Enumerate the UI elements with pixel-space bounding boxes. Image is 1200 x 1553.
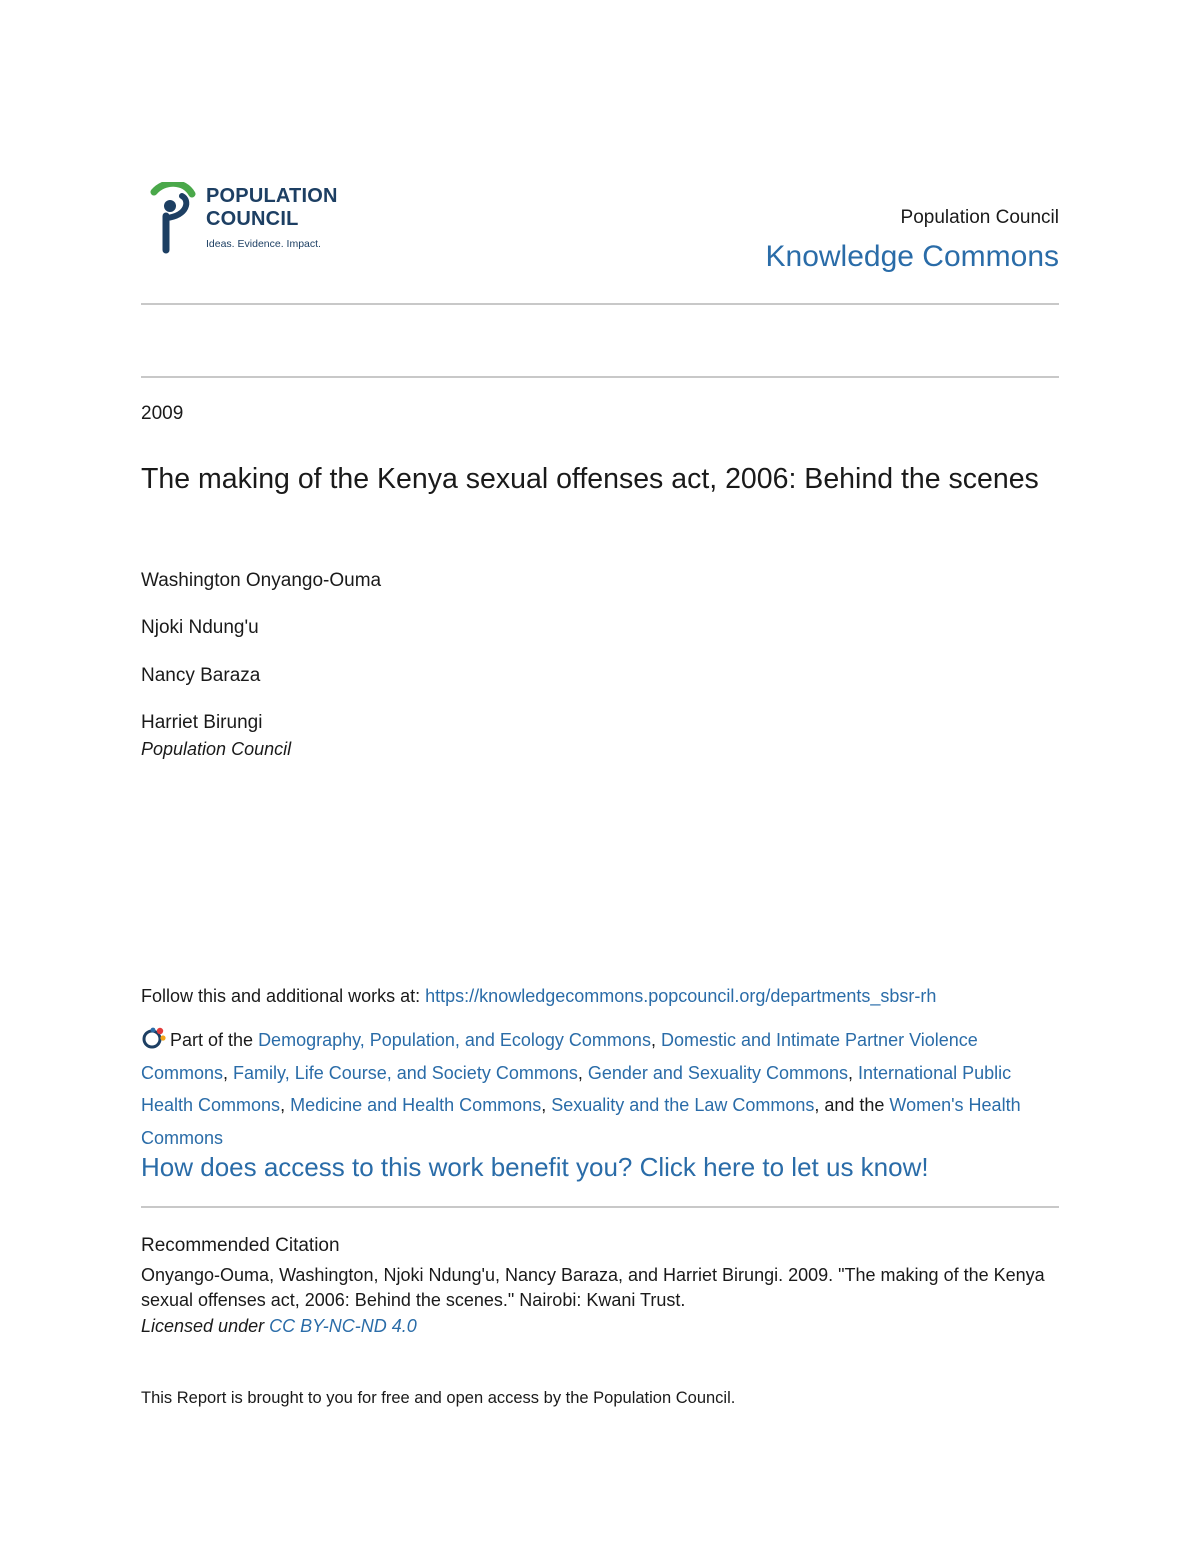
part-of-commons xyxy=(141,1024,1059,1154)
network-icon xyxy=(141,1027,167,1049)
commons-link-family-life-course[interactable]: Family, Life Course, and Society Commons xyxy=(233,1062,578,1083)
author-4: Harriet Birungi xyxy=(141,712,263,733)
header-org-name: Population Council xyxy=(900,207,1059,228)
license-line xyxy=(141,1316,417,1337)
commons-final-separator: , and the xyxy=(814,1095,890,1115)
part-of-prefix: Part of the xyxy=(170,1030,259,1050)
commons-link-sexuality-law[interactable]: Sexuality and the Law Commons xyxy=(551,1095,815,1115)
commons-separator: , xyxy=(541,1095,552,1115)
logo-word-population: POPULATION xyxy=(206,185,338,207)
logo-tagline: Ideas. Evidence. Impact. xyxy=(206,238,321,250)
commons-link-demography[interactable]: Demography, Population, and Ecology Commons xyxy=(258,1030,651,1050)
license-link[interactable]: CC BY-NC-ND 4.0 xyxy=(269,1316,417,1336)
divider-top xyxy=(141,303,1059,305)
author-affiliation: Population Council xyxy=(141,739,292,759)
license-prefix: Licensed under xyxy=(141,1316,270,1336)
document-title: The making of the Kenya sexual offenses act, 2006: Behind the scenes xyxy=(141,463,1039,495)
commons-link-international-public-health[interactable]: International Public Health Commons xyxy=(141,1062,1012,1115)
follow-label: Follow this and additional works at: xyxy=(141,986,426,1006)
divider-title xyxy=(141,376,1059,378)
commons-separator: , xyxy=(650,1030,661,1050)
commons-link-medicine-health[interactable]: Medicine and Health Commons xyxy=(290,1095,542,1115)
logo-word-council: COUNCIL xyxy=(206,208,299,230)
commons-separator: , xyxy=(848,1062,859,1083)
commons-separator: , xyxy=(223,1062,234,1083)
commons-separator: , xyxy=(280,1095,291,1115)
author-2: Njoki Ndung'u xyxy=(141,617,259,638)
divider-citation xyxy=(141,1206,1059,1208)
commons-link-domestic-violence[interactable]: Domestic and Intimate Partner Violence Commons xyxy=(141,1030,978,1083)
author-3: Nancy Baraza xyxy=(141,665,261,686)
follow-line xyxy=(141,986,936,1007)
citation-heading: Recommended Citation xyxy=(141,1235,340,1256)
follow-url-link[interactable]: https://knowledgecommons.popcouncil.org/departments_sbsr-rh xyxy=(425,986,937,1006)
commons-separator: , xyxy=(577,1062,588,1083)
citation-text: Onyango-Ouma, Washington, Njoki Ndung'u, Nancy Baraza, and Harriet Birungi. 2009. "The making of the Kenya sexual offenses act, 2006: Behind the scenes." Nairobi: Kwani Trust. xyxy=(141,1265,1045,1310)
knowledge-commons-link[interactable]: Knowledge Commons xyxy=(765,240,1059,273)
commons-link-gender-sexuality[interactable]: Gender and Sexuality Commons xyxy=(587,1062,848,1083)
publication-year: 2009 xyxy=(141,403,184,424)
logo-mark-icon xyxy=(150,182,200,257)
commons-link-womens-health[interactable]: Women's Health Commons xyxy=(141,1095,1021,1148)
author-1: Washington Onyango-Ouma xyxy=(141,570,382,591)
feedback-link[interactable]: How does access to this work benefit you? Click here to let us know! xyxy=(141,1152,929,1182)
population-council-logo xyxy=(150,180,350,260)
footer-statement: This Report is brought to you for free and open access by the Population Council. xyxy=(141,1389,736,1407)
